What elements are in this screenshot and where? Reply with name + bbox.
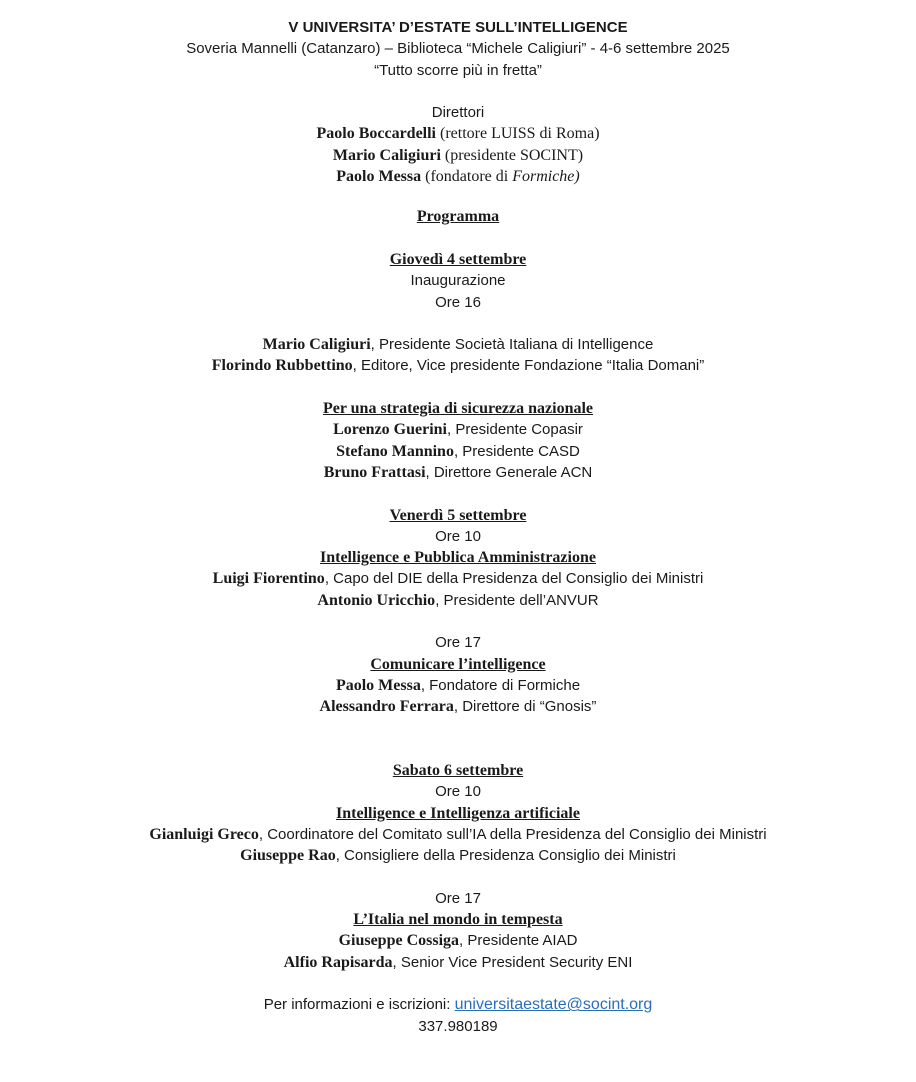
session-title: Intelligence e Intelligenza artificiale bbox=[336, 804, 580, 822]
speaker-role: , Senior Vice President Security ENI bbox=[392, 953, 633, 971]
speaker-name: Antonio Uricchio bbox=[317, 591, 436, 609]
speaker-role: , Consigliere della Presidenza Consiglio dei Ministri bbox=[335, 847, 676, 865]
session-time: Ore 10 bbox=[435, 527, 481, 545]
director-role-italic: Formiche) bbox=[512, 168, 580, 186]
speaker-name: Alessandro Ferrara bbox=[319, 698, 454, 716]
speaker-name: Mario Caligiuri bbox=[262, 336, 371, 354]
director-role: (presidente SOCINT) bbox=[440, 146, 584, 164]
contact-line bbox=[0, 994, 916, 1015]
speaker-line bbox=[0, 675, 916, 696]
speaker-name: Florindo Rubbettino bbox=[211, 357, 353, 375]
speaker-role: , Capo del DIE della Presidenza del Consiglio dei Ministri bbox=[324, 570, 704, 588]
director-line bbox=[0, 166, 916, 187]
session-time: Ore 16 bbox=[435, 293, 481, 311]
speaker-name: Bruno Frattasi bbox=[323, 463, 426, 481]
director-line bbox=[0, 123, 916, 144]
directors-heading: Direttori bbox=[431, 104, 485, 122]
speaker-line bbox=[0, 568, 916, 589]
day-title: Giovedì 4 settembre bbox=[389, 250, 527, 268]
speaker-role: , Fondatore di Formiche bbox=[420, 676, 581, 694]
speaker-name: Luigi Fiorentino bbox=[212, 570, 325, 588]
speaker-line bbox=[0, 334, 916, 355]
document-title: V UNIVERSITA’ D’ESTATE SULL’INTELLIGENCE bbox=[288, 19, 628, 36]
speaker-role: , Editore, Vice presidente Fondazione “Italia Domani” bbox=[352, 357, 705, 375]
speaker-name: Lorenzo Guerini bbox=[333, 421, 447, 439]
director-role: (fondatore di bbox=[421, 168, 513, 186]
event-location: Soveria Mannelli (Catanzaro) – Biblioteca “Michele Caligiuri” - 4-6 settembre 2025 bbox=[186, 40, 730, 58]
director-name: Paolo Boccardelli bbox=[316, 125, 436, 143]
director-role: (rettore LUISS di Roma) bbox=[436, 125, 600, 143]
speaker-line bbox=[0, 824, 916, 845]
director-line bbox=[0, 145, 916, 166]
speaker-name: Giuseppe Rao bbox=[240, 847, 336, 865]
speaker-name: Gianluigi Greco bbox=[149, 825, 259, 843]
director-name: Mario Caligiuri bbox=[332, 146, 441, 164]
contact-label: Per informazioni e iscrizioni: bbox=[263, 996, 455, 1014]
session-title: Per una strategia di sicurezza nazionale bbox=[322, 400, 594, 418]
day-title: Sabato 6 settembre bbox=[392, 762, 524, 780]
speaker-line bbox=[0, 696, 916, 717]
session-title: L’Italia nel mondo in tempesta bbox=[353, 911, 563, 929]
speaker-line bbox=[0, 419, 916, 440]
session-title: Intelligence e Pubblica Amministrazione bbox=[320, 549, 596, 567]
speaker-role: , Direttore Generale ACN bbox=[425, 463, 593, 481]
speaker-role: , Presidente dell’ANVUR bbox=[435, 591, 599, 609]
email-link[interactable]: universitaestate@socint.org bbox=[454, 996, 653, 1014]
speaker-name: Giuseppe Cossiga bbox=[338, 932, 460, 950]
day-subtitle: Inaugurazione bbox=[410, 272, 506, 290]
session-time: Ore 17 bbox=[435, 889, 481, 907]
speaker-role: , Coordinatore del Comitato sull’IA della Presidenza del Consiglio dei Ministri bbox=[258, 825, 767, 843]
day-title: Venerdì 5 settembre bbox=[389, 506, 527, 524]
speaker-line bbox=[0, 355, 916, 376]
speaker-line bbox=[0, 462, 916, 483]
speaker-line bbox=[0, 845, 916, 866]
speaker-role: , Direttore di “Gnosis” bbox=[453, 698, 597, 716]
speaker-line bbox=[0, 930, 916, 951]
speaker-line bbox=[0, 441, 916, 462]
session-title: Comunicare l’intelligence bbox=[370, 655, 546, 673]
session-time: Ore 10 bbox=[435, 783, 481, 801]
speaker-role: , Presidente AIAD bbox=[459, 932, 578, 950]
speaker-name: Paolo Messa bbox=[335, 676, 421, 694]
speaker-role: , Presidente Copasir bbox=[447, 421, 583, 439]
speaker-name: Stefano Mannino bbox=[336, 442, 454, 460]
director-name: Paolo Messa bbox=[336, 168, 422, 186]
speaker-line bbox=[0, 590, 916, 611]
event-motto: “Tutto scorre più in fretta” bbox=[374, 61, 542, 79]
session-time: Ore 17 bbox=[435, 634, 481, 652]
speaker-name: Alfio Rapisarda bbox=[283, 953, 393, 971]
speaker-role: , Presidente Società Italiana di Intelligence bbox=[370, 336, 654, 354]
speaker-role: , Presidente CASD bbox=[453, 442, 580, 460]
phone-number: 337.980189 bbox=[418, 1017, 498, 1035]
program-heading: Programma bbox=[416, 208, 500, 226]
speaker-line bbox=[0, 952, 916, 973]
